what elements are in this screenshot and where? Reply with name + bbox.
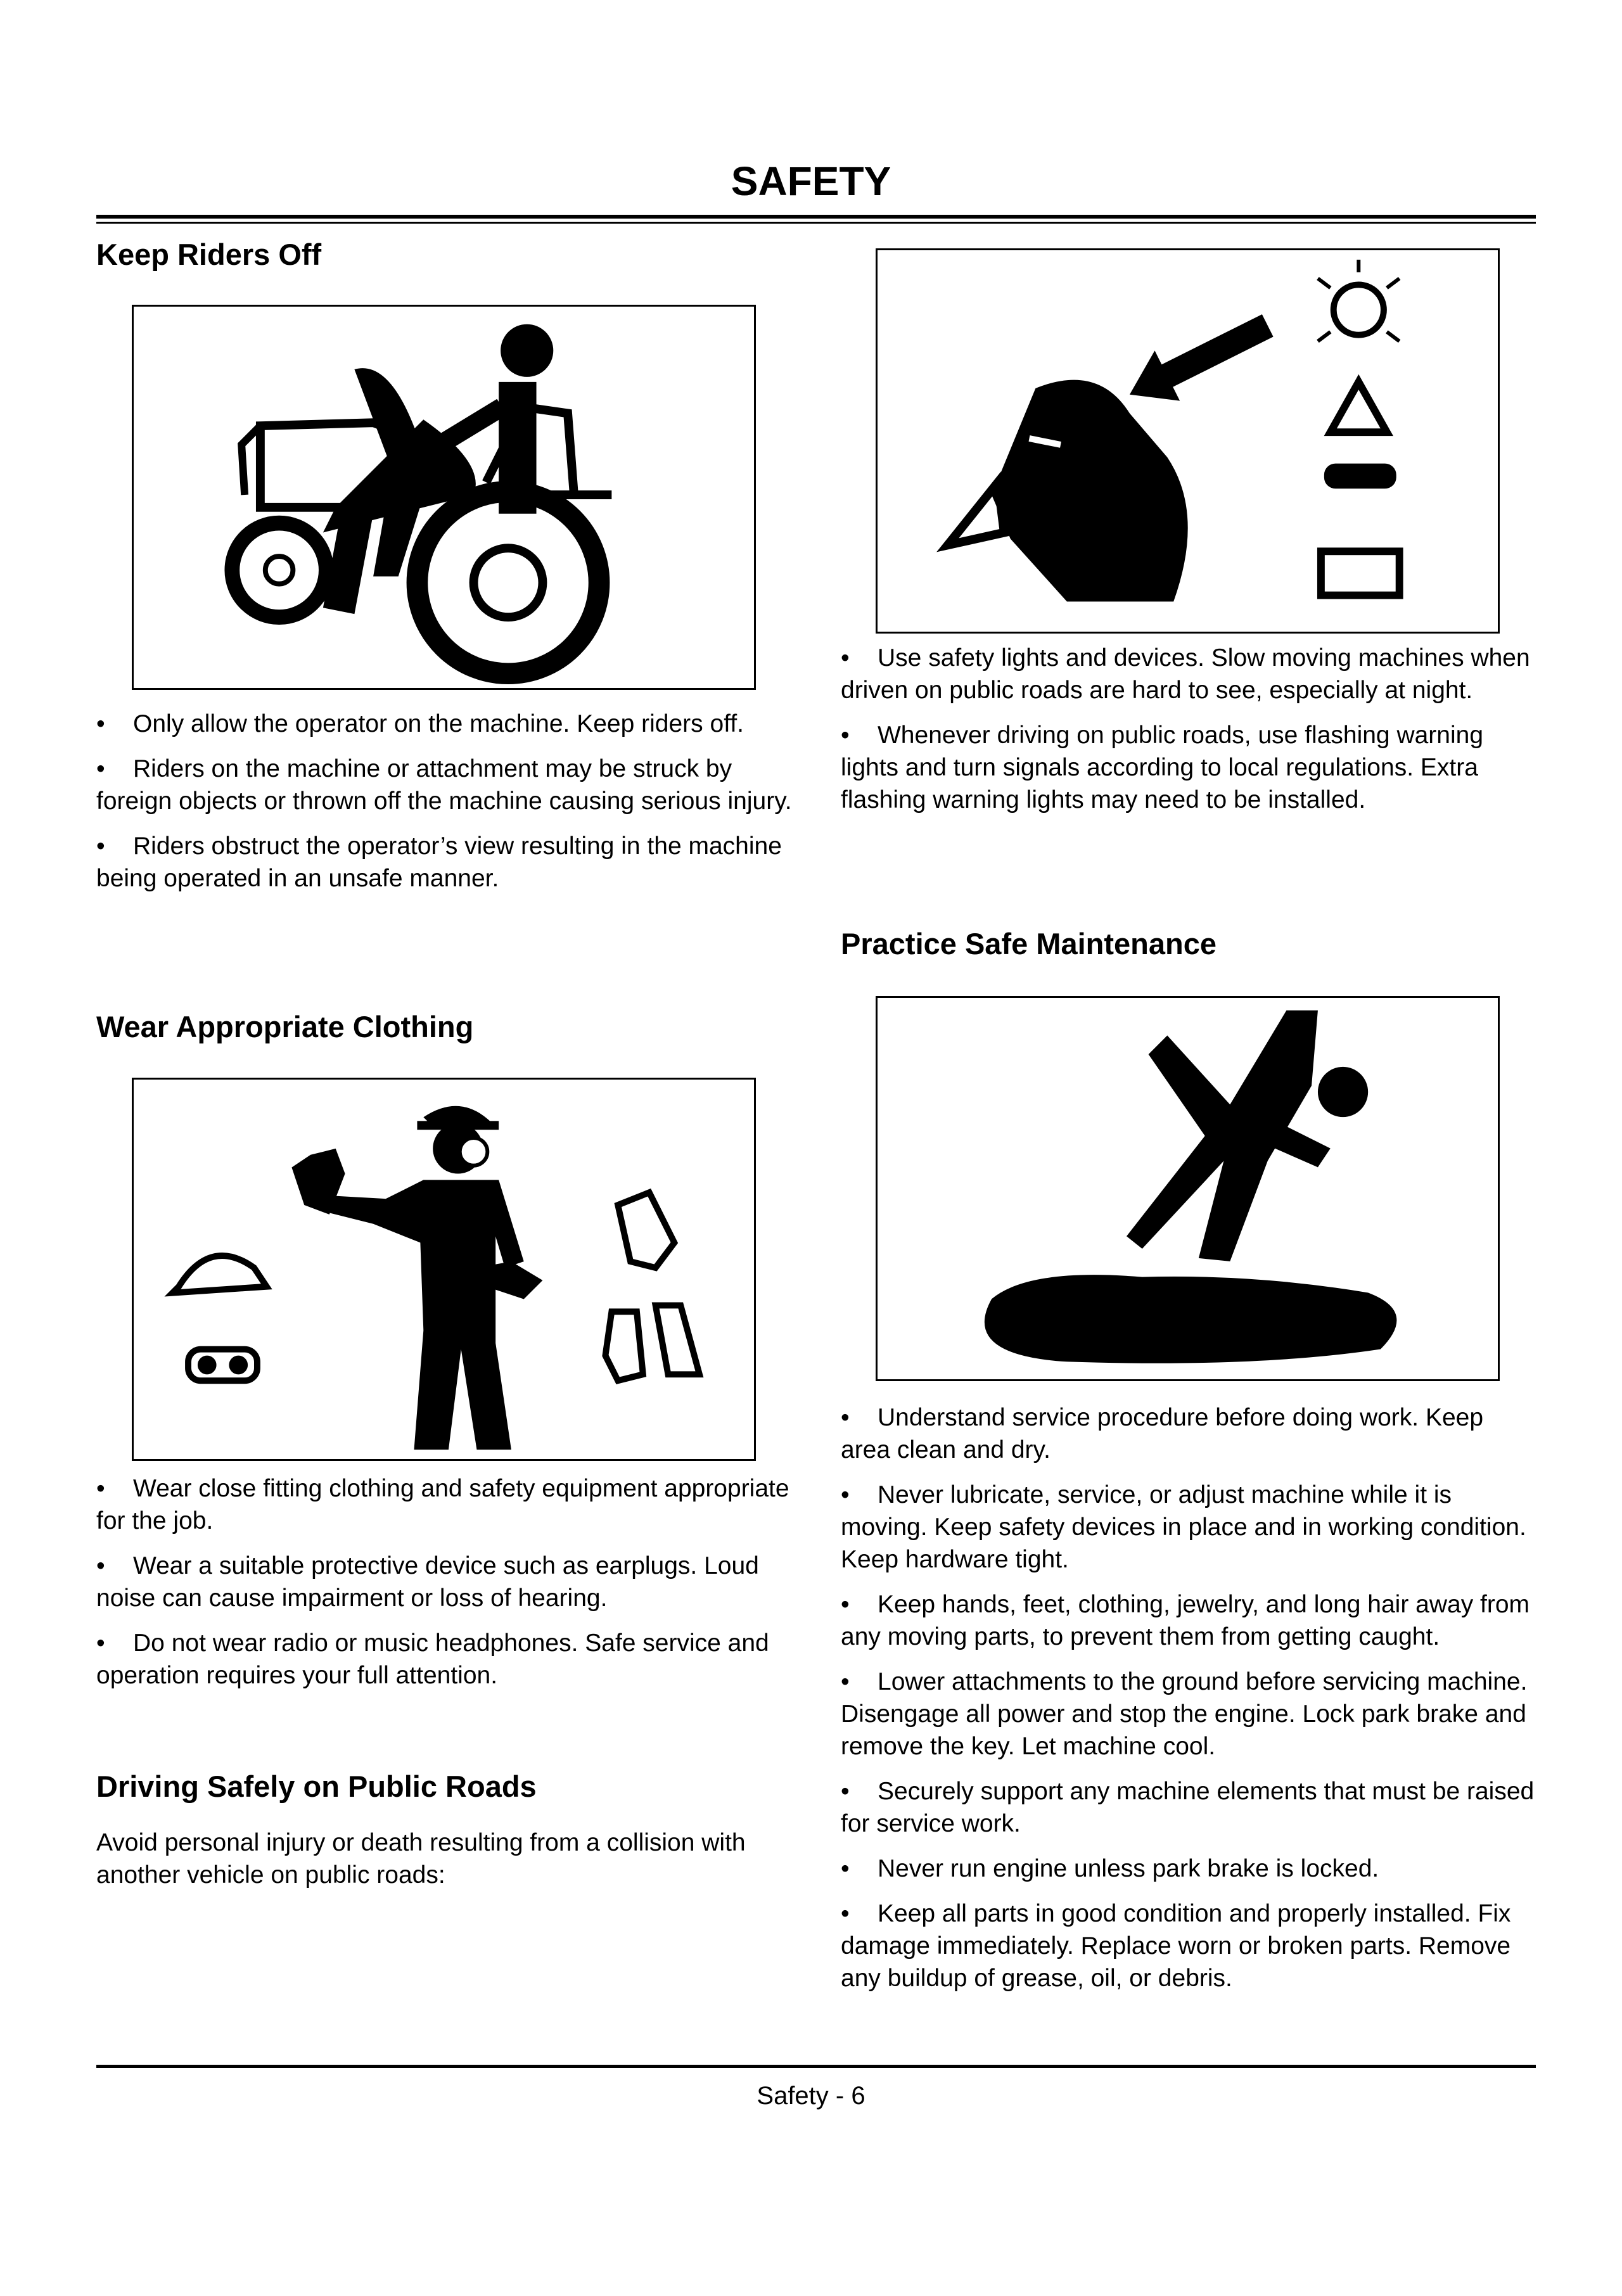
section-heading-maintenance: Practice Safe Maintenance [841, 927, 1216, 960]
section-heading-riders: Keep Riders Off [96, 238, 322, 271]
list-item: • Never run engine unless park brake is locked. [841, 1855, 1379, 1882]
maintenance-bullet-list [841, 1401, 1538, 2007]
list-item: • Use safety lights and devices. Slow moving machines when driven on public roads are hard to see, especially at night. [841, 644, 1530, 704]
clothing-illustration [132, 1078, 756, 1461]
riders-bullet-list [96, 708, 793, 907]
page-number: Safety - 6 [757, 2082, 865, 2110]
list-item: • Riders on the machine or attachment may be struck by foreign objects or thrown off the machine causing serious injury. [96, 755, 792, 815]
protective-gear-icon [134, 1080, 754, 1459]
list-item: • Do not wear radio or music headphones. Safe service and operation requires your full attention. [96, 1630, 769, 1689]
warning-lights-icon [878, 250, 1498, 632]
tractor-rider-icon [134, 307, 754, 688]
list-item: • Only allow the operator on the machine. Keep riders off. [96, 710, 744, 737]
section-heading-clothing: Wear Appropriate Clothing [96, 1010, 474, 1043]
riders-illustration [132, 305, 756, 690]
list-item: • Securely support any machine elements that must be raised for service work. [841, 1778, 1535, 1837]
list-item: • Never lubricate, service, or adjust machine while it is moving. Keep safety devices in place and in working condition. Keep hardware tight. [841, 1481, 1526, 1573]
list-item: • Wear close fitting clothing and safety equipment appropriate for the job. [96, 1475, 789, 1534]
header-rule-thin [96, 222, 1536, 224]
clothing-bullet-list [96, 1472, 793, 1704]
roads-illustration [876, 248, 1500, 634]
maintenance-illustration [876, 996, 1500, 1381]
header-rule-thick [96, 215, 1536, 219]
roads-bullet-list [841, 642, 1538, 829]
list-item: • Lower attachments to the ground before servicing machine. Disengage all power and stop the engine. Lock park brake and remove the key. Let machine cool. [841, 1668, 1528, 1760]
list-item: • Understand service procedure before doing work. Keep area clean and dry. [841, 1404, 1484, 1464]
section-heading-roads: Driving Safely on Public Roads [96, 1770, 537, 1803]
roads-intro: Avoid personal injury or death resulting from a collision with another vehicle on public roads: [96, 1829, 746, 1889]
list-item: • Wear a suitable protective device such as earplugs. Loud noise can cause impairment or loss of hearing. [96, 1552, 759, 1612]
list-item: • Keep hands, feet, clothing, jewelry, and long hair away from any moving parts, to prevent them from getting caught. [841, 1591, 1530, 1650]
list-item: • Keep all parts in good condition and properly installed. Fix damage immediately. Replace worn or broken parts. Remove any buildup of grease, oil, or debris. [841, 1900, 1511, 1992]
list-item: • Riders obstruct the operator’s view resulting in the machine being operated in an unsafe manner. [96, 832, 782, 892]
footer-rule [96, 2065, 1536, 2068]
slip-fall-icon [878, 998, 1498, 1379]
page-title: SAFETY [731, 158, 891, 204]
list-item: • Whenever driving on public roads, use flashing warning lights and turn signals according to local regulations. Extra flashing warning lights may need to be installed. [841, 722, 1484, 813]
